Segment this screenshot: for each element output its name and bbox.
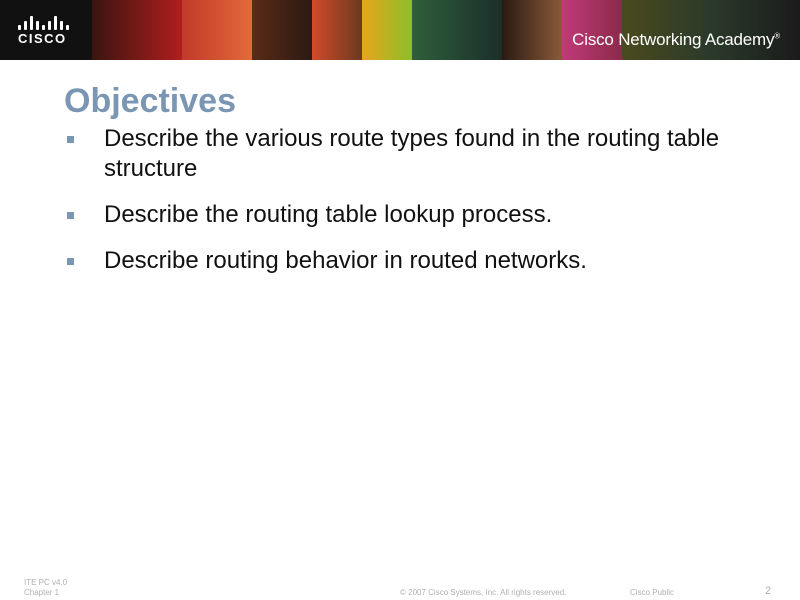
photo-strip-6 [412,0,502,60]
bullet-text: Describe the routing table lookup process. [104,201,553,228]
footer-course-info [24,578,67,598]
cisco-logo [0,0,92,60]
footer-chapter: Chapter 1 [24,588,60,597]
bullet-text: Describe the various route types found in the routing table structure [104,125,720,182]
cisco-bars-icon [18,14,74,30]
photo-strip-3 [252,0,312,60]
bullet-text: Describe routing behavior in routed networks. [104,247,587,274]
square-bullet-icon [67,136,74,143]
photo-strip-7 [502,0,562,60]
footer-copyright: © 2007 Cisco Systems, Inc. All rights reserved. [400,588,567,597]
page-number: 2 [765,585,772,597]
cisco-wordmark: CISCO [18,31,67,46]
square-bullet-icon [67,258,74,265]
photo-strip-2 [182,0,252,60]
photo-strip-4 [312,0,362,60]
bullet-item [64,200,744,230]
bullet-item [64,246,744,276]
networking-academy-label [572,30,780,50]
registered-mark: ® [774,31,780,41]
footer-classification: Cisco Public [630,588,675,597]
photo-strip-5 [362,0,412,60]
bullet-item [64,124,744,184]
academy-text: Cisco Networking Academy [572,30,775,49]
slide-title: Objectives [64,82,236,120]
footer-course: ITE PC v4.0 [24,578,68,587]
header-banner [0,0,800,60]
square-bullet-icon [67,212,74,219]
objectives-list [64,124,744,292]
photo-strip-1 [92,0,182,60]
